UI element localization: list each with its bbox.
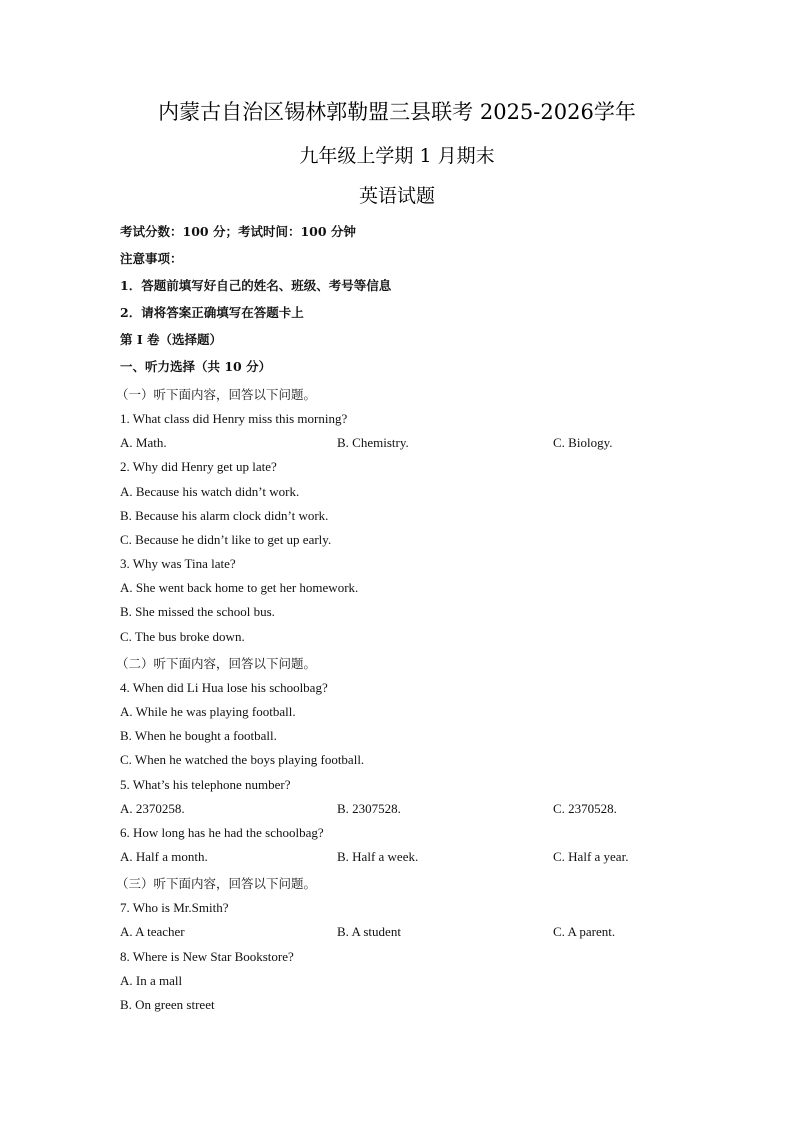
option-c: C. When he watched the boys playing football. <box>120 752 365 767</box>
option-c: C. The bus broke down. <box>120 629 245 644</box>
option-b: B. On green street <box>120 997 215 1012</box>
option-a: A. While he was playing football. <box>120 704 296 719</box>
option-b: B. A student <box>337 924 401 939</box>
question-text: 4. When did Li Hua lose his schoolbag? <box>120 680 328 695</box>
option-b: B. Chemistry. <box>337 435 409 450</box>
note-item: 2．请将答案正确填写在答题卡上 <box>120 305 304 320</box>
option-a: A. 2370258. <box>120 801 185 816</box>
exam-subtitle: 九年级上学期 1 月期末 <box>299 145 495 167</box>
part-heading: 第 I 卷（选择题） <box>120 332 223 347</box>
question-text: 1. What class did Henry miss this morning? <box>120 411 348 426</box>
question-text: 6. How long has he had the schoolbag? <box>120 825 324 840</box>
option-a: A. She went back home to get her homework. <box>120 580 359 595</box>
option-b: B. She missed the school bus. <box>120 604 275 619</box>
option-c: C. A parent. <box>553 924 616 939</box>
option-b: B. Because his alarm clock didn’t work. <box>120 508 329 523</box>
question-text: 7. Who is Mr.Smith? <box>120 900 229 915</box>
question-text: 5. What’s his telephone number? <box>120 777 291 792</box>
group-heading: （二）听下面内容，回答以下问题。 <box>116 656 317 671</box>
option-c: C. Because he didn’t like to get up early. <box>120 532 332 547</box>
exam-meta: 考试分数：100 分；考试时间：100 分钟 <box>120 224 356 239</box>
option-a: A. Half a month. <box>120 849 208 864</box>
option-a: A. A teacher <box>120 924 185 939</box>
exam-title: 内蒙古自治区锡林郭勒盟三县联考 2025-2026学年 <box>158 100 636 124</box>
option-c: C. 2370528. <box>553 801 617 816</box>
option-a: A. Because his watch didn’t work. <box>120 484 300 499</box>
option-b: B. When he bought a football. <box>120 728 277 743</box>
note-item: 1．答题前填写好自己的姓名、班级、考号等信息 <box>120 278 392 293</box>
option-a: A. Math. <box>120 435 167 450</box>
option-b: B. Half a week. <box>337 849 419 864</box>
notes-heading: 注意事项： <box>120 251 183 266</box>
group-heading: （一）听下面内容，回答以下问题。 <box>116 387 317 402</box>
question-text: 8. Where is New Star Bookstore? <box>120 949 294 964</box>
exam-subject: 英语试题 <box>358 185 435 207</box>
question-text: 2. Why did Henry get up late? <box>120 459 277 474</box>
question-text: 3. Why was Tina late? <box>120 556 236 571</box>
option-a: A. In a mall <box>120 973 183 988</box>
option-c: C. Half a year. <box>553 849 629 864</box>
group-heading: （三）听下面内容，回答以下问题。 <box>116 876 317 891</box>
option-c: C. Biology. <box>553 435 613 450</box>
section-heading: 一、听力选择（共 10 分） <box>120 359 272 374</box>
option-b: B. 2307528. <box>337 801 401 816</box>
